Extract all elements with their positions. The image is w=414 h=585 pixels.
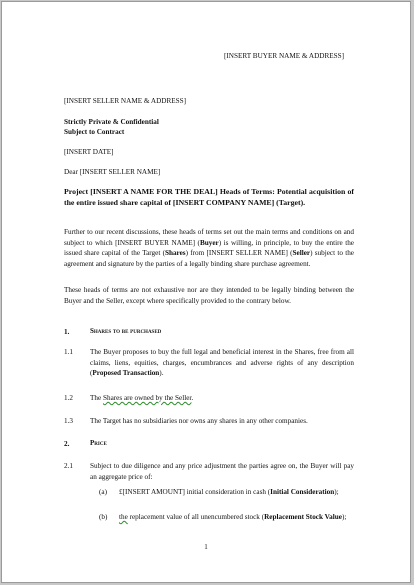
clause-2-1-b-text-end: ); [341, 513, 347, 521]
clause-1-2-text-b: . [191, 394, 194, 402]
intro-paragraph-2: These heads of terms are not exhaustive nor are they intended to be legally binding between the Buyer and the Seller, except where specifically provided to the contrary below. [64, 286, 354, 305]
section-2-heading: Price [90, 439, 107, 447]
section-1-heading: Shares to be purchased [90, 327, 162, 335]
clause-1-3-number: 1.3 [64, 417, 73, 425]
clause-1-1-text-b: ). [159, 369, 164, 377]
defined-term-shares: Shares [164, 249, 186, 257]
confidential-line-1: Strictly Private & Confidential [64, 118, 159, 126]
buyer-address: [INSERT BUYER NAME & ADDRESS] [224, 52, 345, 60]
grammar-flagged-text: Shares are owned by the Seller [102, 394, 192, 402]
confidential-line-2: Subject to Contract [64, 128, 125, 136]
document-title: Project [INSERT A NAME FOR THE DEAL] Heads of Terms: Potential acquisition of the entire issued share capital of [INSERT COMPANY NAME] (Target). [64, 187, 354, 207]
section-1-number: 1. [64, 328, 70, 336]
clause-1-1-text [90, 347, 354, 379]
clause-2-1-text: Subject to due diligence and any price adjustment the parties agree on, the Buyer will pay an aggregate price of: [90, 462, 354, 481]
section-2-number: 2. [64, 440, 70, 448]
grammar-flagged-word: the [119, 513, 128, 521]
clause-1-3-text: The Target has no subsidiaries nor owns any shares in any other companies. [90, 417, 308, 425]
clause-2-1-b-text-main: replacement value of all unencumbered stock ( [127, 513, 265, 521]
clause-1-2-text-a: The [90, 394, 103, 402]
intro-text-a: Further to our recent discussions, these heads of terms set out the main terms and conditions on and subject to which [INSERT BUYER NAME] ( [64, 228, 354, 247]
defined-term-buyer: Buyer [199, 238, 219, 247]
intro-paragraph-1 [64, 227, 354, 269]
page-number: 1 [204, 543, 208, 551]
clause-2-1-a-text-main: £[INSERT AMOUNT] initial consideration in cash ( [119, 488, 271, 496]
clause-2-1-number: 2.1 [64, 462, 73, 470]
clause-2-1-a-label: (a) [99, 488, 107, 496]
clause-1-1-text-a: The Buyer proposes to buy the full legal and beneficial interest in the Shares, free from all claims, liens, equities, charges, encumbrances and adverse rights of any description ( [90, 348, 354, 377]
intro-text-d: ) subject to the agreement and signature by the parties of a legally binding share purchase agreement. [64, 249, 354, 268]
clause-2-1-a-text-end: ); [334, 488, 339, 496]
clause-2-1-b-text [119, 512, 354, 523]
clause-1-2-text [90, 393, 193, 404]
defined-term-seller: Seller [292, 249, 311, 257]
document-page [1, 1, 411, 583]
defined-term-replacement-stock-value: Replacement Stock Value [264, 513, 342, 521]
salutation: Dear [INSERT SELLER NAME] [64, 168, 161, 176]
defined-term-initial-consideration: Initial Consideration [270, 488, 335, 496]
clause-1-2-number: 1.2 [64, 394, 73, 402]
intro-text-b: ) is willing, in principle, to buy the entire the issued share capital of the Target ( [64, 238, 354, 257]
clause-1-1-number: 1.1 [64, 348, 73, 356]
defined-term-proposed-transaction: Proposed Transaction [92, 369, 160, 377]
clause-2-1-b-label: (b) [99, 513, 108, 521]
clause-2-1-a-text [119, 487, 354, 498]
seller-address: [INSERT SELLER NAME & ADDRESS] [64, 97, 187, 105]
letter-date: [INSERT DATE] [64, 148, 114, 156]
intro-text-c: ) from [INSERT SELLER NAME] ( [185, 249, 293, 257]
